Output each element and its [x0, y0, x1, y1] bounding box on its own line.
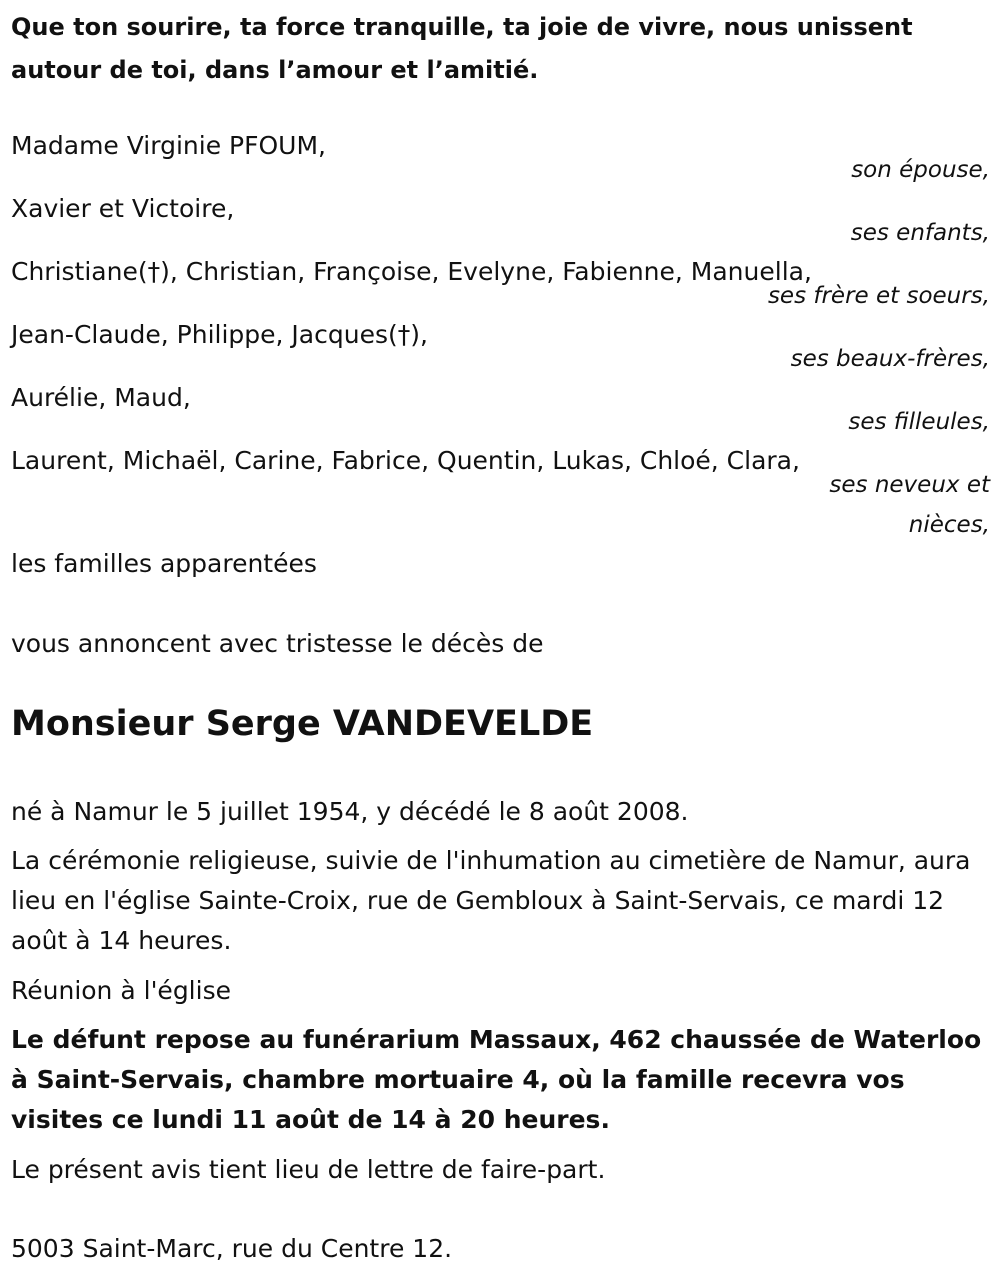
family-relation-siblings: ses frère et soeurs,: [767, 283, 990, 309]
family-relation-spouse: son épouse,: [851, 157, 990, 183]
family-names-brothers-in-law: Jean-Claude, Philippe, Jacques(†),: [11, 320, 428, 349]
family-names-goddaughters: Aurélie, Maud,: [11, 383, 191, 412]
ceremony-paragraph: La cérémonie religieuse, suivie de l'inhumation au cimetière de Namur, aura lieu en l'église Sainte-Croix, rue de Gembloux à Saint-Servais, ce mardi 12 août à 14 heures.: [11, 846, 971, 955]
family-names-spouse: Madame Virginie PFOUM,: [11, 131, 326, 160]
funerarium-paragraph: Le défunt repose au funérarium Massaux, 462 chaussée de Waterloo à Saint-Servais, chambre mortuaire 4, où la famille recevra vos visites ce lundi 11 août de 14 à 20 heures.: [11, 1025, 982, 1134]
birth-death-line: né à Namur le 5 juillet 1954, y décédé le 8 août 2008.: [11, 797, 689, 826]
extended-families-line: les familles apparentées: [11, 549, 317, 578]
reunion-line: Réunion à l'église: [11, 976, 231, 1005]
family-relation-goddaughters: ses filleules,: [848, 409, 990, 435]
family-names-siblings: Christiane(†), Christian, Françoise, Evelyne, Fabienne, Manuella,: [11, 257, 812, 286]
family-relation-brothers-in-law: ses beaux-frères,: [790, 346, 990, 372]
announcement-line: vous annoncent avec tristesse le décès de: [11, 629, 544, 658]
deceased-name: Monsieur Serge VANDEVELDE: [11, 704, 594, 744]
opening-quote: Que ton sourire, ta force tranquille, ta joie de vivre, nous unissent autour de toi, dans l’amour et l’amitié.: [11, 13, 913, 84]
family-names-nephews-nieces: Laurent, Michaël, Carine, Fabrice, Quentin, Lukas, Chloé, Clara,: [11, 446, 800, 475]
family-relation-children: ses enfants,: [850, 220, 990, 246]
family-relation-nephews-nieces: ses neveux et nièces,: [829, 472, 990, 538]
notice-line: Le présent avis tient lieu de lettre de faire-part.: [11, 1155, 606, 1184]
family-names-children: Xavier et Victoire,: [11, 194, 235, 223]
address-line: 5003 Saint-Marc, rue du Centre 12.: [11, 1234, 453, 1263]
